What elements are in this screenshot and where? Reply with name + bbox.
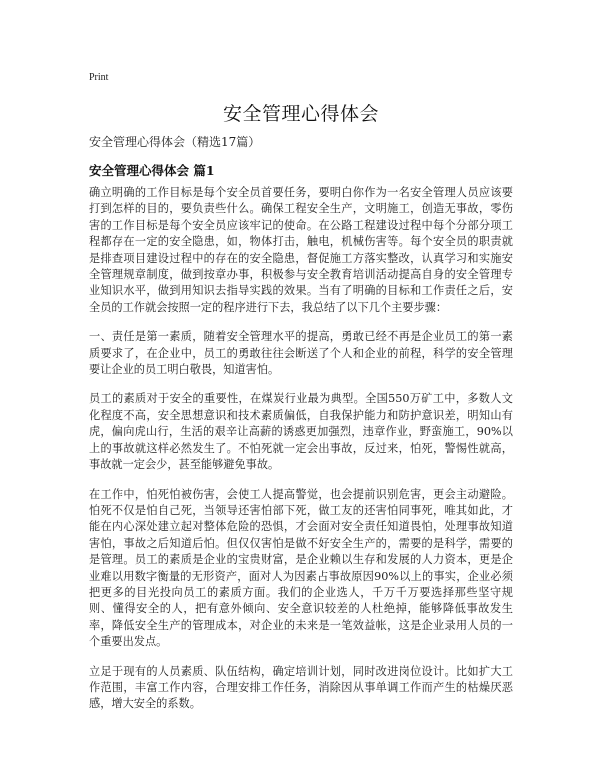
paragraph-5: 立足于现有的人员素质、队伍结构，确定培训计划，同时改进岗位设计。比如扩大工作范围，丰富工作内容，合理安排工作任务，消除因从事单调工作而产生的枯燥厌恶感，增大安全的系数。 [89, 664, 513, 711]
section-heading: 安全管理心得体会 篇1 [89, 163, 215, 178]
article-body [89, 185, 513, 726]
paragraph-4: 在工作中，怕死怕被伤害，会使工人提高警觉，也会提前识别危害，更会主动避险。怕死不仅是怕自己死，当领导还害怕部下死，做工友的还害怕同事死，唯其如此，才能在内心深处建立起对整体危险的恐惧，才会面对安全责任知道畏怕，处理事故知道害怕，事故之后知道后怕。但仅仅害怕是做不好安全生产的，需要的是科学，需要的是管理。员工的素质是企业的宝贵财富，是企业赖以生存和发展的人力资本，更是企业难以用数字衡量的无形资产，面对人为因素占事故原因90%以上的事实，企业必须把更多的目光投向员工的素质方面。我们的企业选人，千万千万要选择那些坚守规则、懂得安全的人，把有意外倾向、安全意识较差的人杜绝掉，能够降低事故发生率，降低安全生产的管理成本，对企业的未来是一笔效益帐，这是企业录用人员的一个重要出发点。 [89, 487, 513, 649]
document-subtitle: 安全管理心得体会（精选17篇） [89, 135, 261, 149]
paragraph-3: 员工的素质对于安全的重要性，在煤炭行业最为典型。全国550万矿工中，多数人文化程度不高，安全思想意识和技术素质偏低，自我保护能力和防护意识差，明知山有虎，偏向虎山行，生活的艰辛让高薪的诱惑更加强烈，违章作业，野蛮施工，90%以上的事故就这样必然发生了。不怕死就一定会出事故，反过来，怕死，警惕性就高，事故就一定会少，甚至能够避免事故。 [89, 392, 513, 472]
paragraph-2: 一、责任是第一素质，随着安全管理水平的提高，勇敢已经不再是企业员工的第一素质要求了，在企业中，员工的勇敢往往会断送了个人和企业的前程，科学的安全管理要让企业的员工明白敬畏，知道害怕。 [89, 330, 513, 377]
paragraph-1: 确立明确的工作目标是每个安全员首要任务，要明白你作为一名安全管理人员应该要打到怎样的目的，要负责些什么。确保工程安全生产，文明施工，创造无事故，零伤害的工作目标是每个安全员应该牢记的使命。在公路工程建设过程中每个分部分项工程都存在一定的安全隐患，如，物体打击，触电，机械伤害等。每个安全员的职责就是排查项目建设过程中的存在的安全隐患，督促施工方落实整改，认真学习和实施安全管理规章制度，做到按章办事，积极参与安全教育培训活动提高自身的安全管理专业知识水平，做到用知识去指导实践的效果。当有了明确的目标和工作责任之后，安全员的工作就会按照一定的程序进行下去，我总结了以下几个主要步骤： [89, 186, 513, 314]
print-link[interactable]: Print [89, 72, 109, 83]
page-title: 安全管理心得体会 [222, 103, 379, 125]
